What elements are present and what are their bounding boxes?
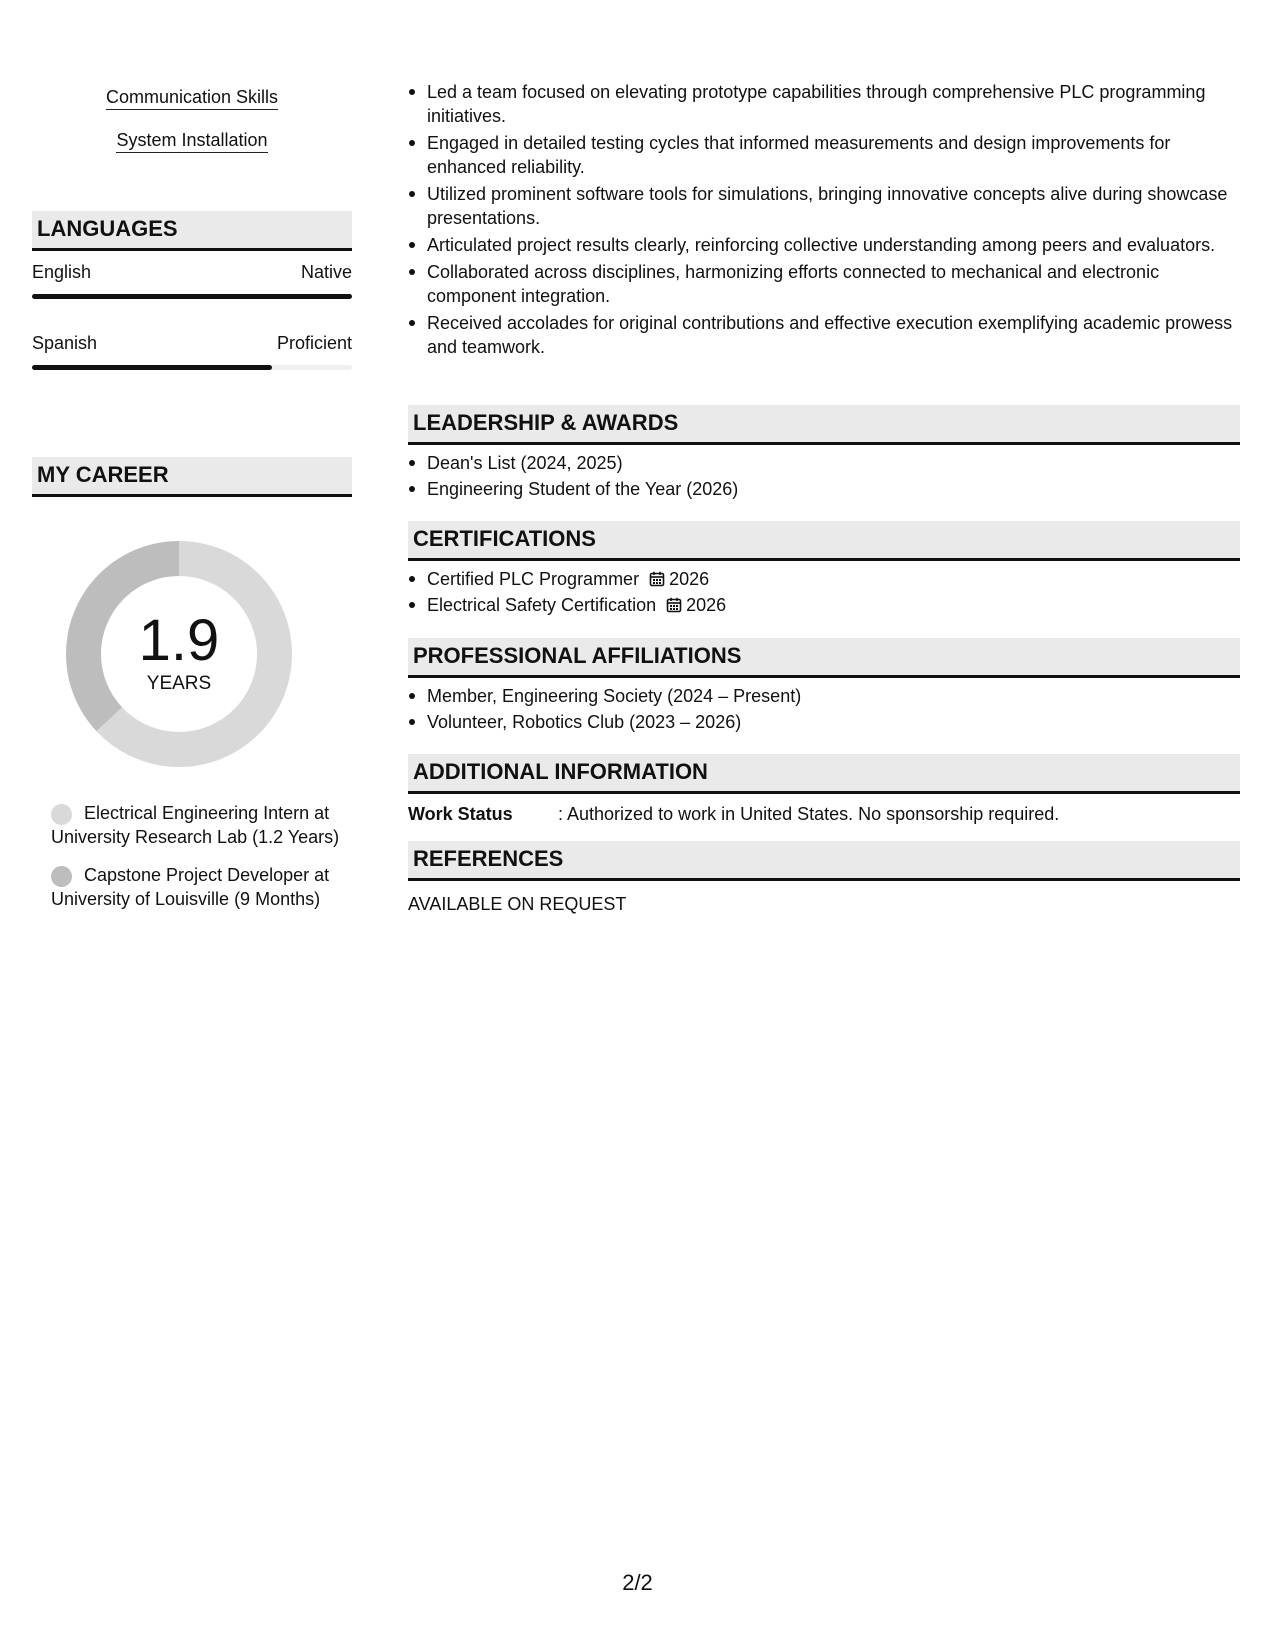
career-entry <box>51 801 341 849</box>
languages-heading: LANGUAGES <box>32 211 352 251</box>
affiliations-section <box>408 638 1240 736</box>
leadership-list <box>408 451 1240 501</box>
certifications-list <box>408 567 1240 617</box>
additional-info-section <box>408 754 1240 825</box>
skill-item: Communication Skills <box>106 86 278 110</box>
experience-bullets <box>408 80 1240 362</box>
calendar-icon <box>649 571 665 587</box>
references-text: AVAILABLE ON REQUEST <box>408 894 627 914</box>
experience-bullet: Received accolades for original contributions and effective execution exemplifying academic prowess and teamwork. <box>408 311 1240 359</box>
references-heading: REFERENCES <box>408 841 1240 881</box>
work-status-value: : Authorized to work in United States. No sponsorship required. <box>558 804 1060 824</box>
language-bar-fill <box>32 365 272 370</box>
certification-year: 2026 <box>669 569 710 589</box>
leadership-item: Engineering Student of the Year (2026) <box>408 477 1240 501</box>
languages-section <box>32 211 352 370</box>
certification-date <box>666 595 726 615</box>
skill-item: System Installation <box>116 129 267 153</box>
career-legend-dot <box>51 804 72 825</box>
language-bar <box>32 365 352 370</box>
language-name: Spanish <box>32 333 98 353</box>
language-level: Native <box>300 262 352 282</box>
calendar-icon <box>666 597 682 613</box>
career-entry <box>51 863 341 911</box>
language-bar-fill <box>32 294 352 299</box>
leadership-section <box>408 405 1240 503</box>
experience-bullet: Engaged in detailed testing cycles that informed measurements and design improvements for enhanced reliability. <box>408 131 1240 179</box>
career-section <box>32 457 352 909</box>
work-status-label: Work Status <box>408 804 513 824</box>
affiliations-heading: PROFESSIONAL AFFILIATIONS <box>408 638 1240 678</box>
leadership-heading: LEADERSHIP & AWARDS <box>408 405 1240 445</box>
language-item <box>32 332 352 370</box>
experience-bullet: Collaborated across disciplines, harmonizing efforts connected to mechanical and electronic component integration. <box>408 260 1240 308</box>
affiliations-list <box>408 684 1240 734</box>
career-heading: MY CAREER <box>32 457 352 497</box>
certification-item <box>408 593 1240 617</box>
career-entry-text: Capstone Project Developer at University of Louisville (9 Months) <box>51 865 330 909</box>
career-total-unit: YEARS <box>146 673 212 694</box>
references-section <box>408 841 1240 915</box>
work-status-row <box>408 803 1240 825</box>
affiliation-item: Volunteer, Robotics Club (2023 – 2026) <box>408 710 1240 734</box>
language-item <box>32 261 352 299</box>
additional-info-heading: ADDITIONAL INFORMATION <box>408 754 1240 794</box>
page-number: 2/2 <box>622 1570 653 1595</box>
experience-bullet: Led a team focused on elevating prototype capabilities through comprehensive PLC programming initiatives. <box>408 80 1240 128</box>
certification-date <box>649 569 709 589</box>
experience-bullet: Utilized prominent software tools for simulations, bringing innovative concepts alive during showcase presentations. <box>408 182 1240 230</box>
certification-year: 2026 <box>686 595 727 615</box>
career-donut-chart <box>66 541 292 767</box>
leadership-item: Dean's List (2024, 2025) <box>408 451 1240 475</box>
certification-item <box>408 567 1240 591</box>
language-name: English <box>32 262 92 282</box>
career-legend-dot <box>51 866 72 887</box>
career-total-value: 1.9 <box>138 608 220 673</box>
certification-name: Electrical Safety Certification <box>427 595 657 615</box>
certifications-heading: CERTIFICATIONS <box>408 521 1240 561</box>
experience-bullet: Articulated project results clearly, reinforcing collective understanding among peers and evaluators. <box>408 233 1240 257</box>
career-entry-text: Electrical Engineering Intern at University Research Lab (1.2 Years) <box>51 803 340 847</box>
career-list <box>51 801 341 925</box>
language-level: Proficient <box>276 333 352 353</box>
certifications-section <box>408 521 1240 619</box>
affiliation-item: Member, Engineering Society (2024 – Present) <box>408 684 1240 708</box>
certification-name: Certified PLC Programmer <box>427 569 640 589</box>
skills-list <box>32 86 352 172</box>
language-bar <box>32 294 352 299</box>
